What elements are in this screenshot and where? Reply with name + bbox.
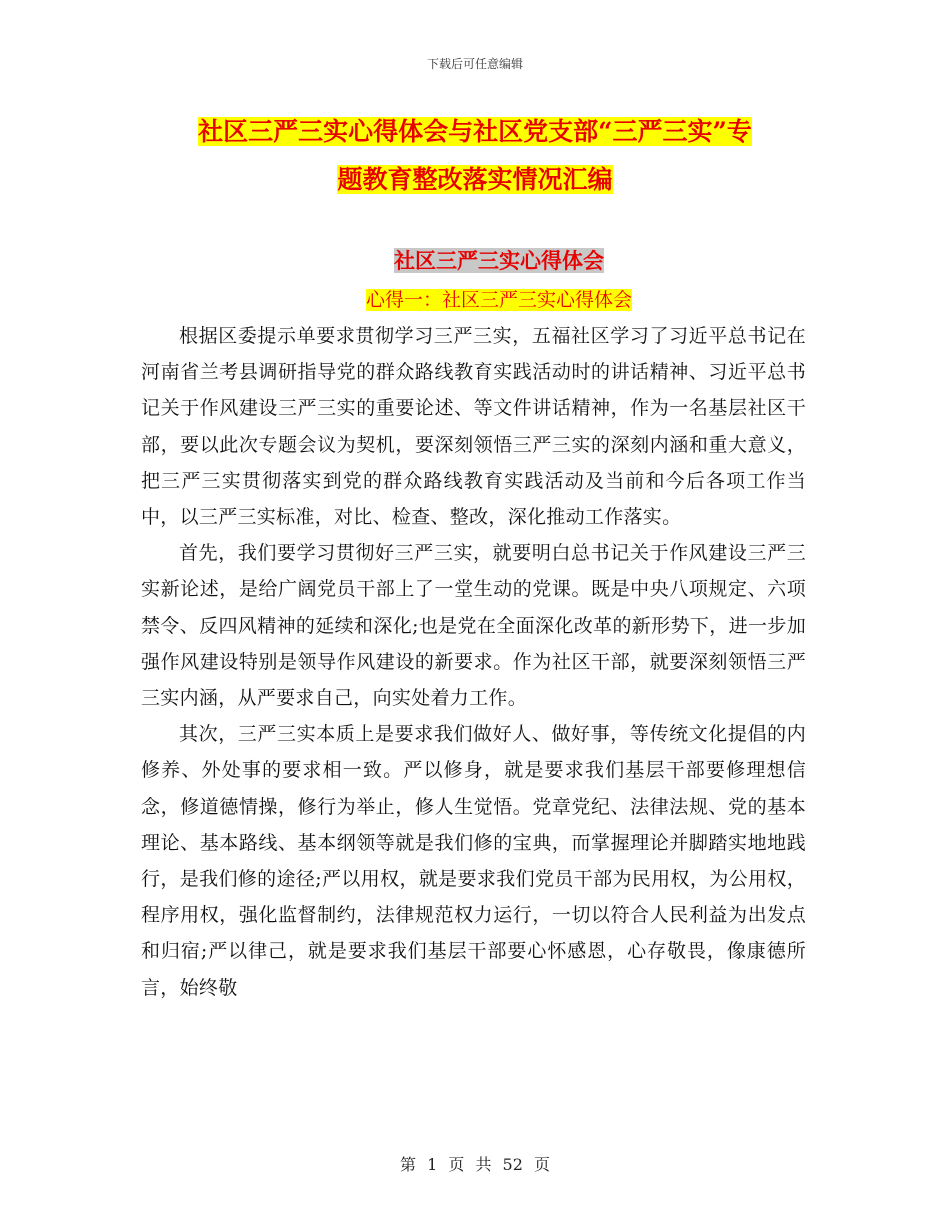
document-title [140, 108, 810, 204]
page-footer: 第 1 页 共 52 页 [400, 1155, 550, 1174]
section-title [0, 246, 950, 276]
section-title-text: 社区三严三实心得体会 [394, 248, 604, 273]
header-note: 下载后可任意编辑 [426, 57, 523, 71]
paragraph: 首先，我们要学习贯彻好三严三实，就要明白总书记关于作风建设三严三实新论述，是给广阔党员干部上了一堂生动的党课。既是中央八项规定、六项禁令、反四风精神的延续和深化;也是党在全面深化改革的新形势下，进一步加强作风建设特别是领导作风建设的新要求。作为社区干部，就要深刻领悟三严三实内涵，从严要求自己，向实处着力工作。 [141, 542, 806, 710]
body-text [141, 318, 806, 1006]
paragraph: 其次，三严三实本质上是要求我们做好人、做好事，等传统文化提倡的内修养、外处事的要求相一致。严以修身，就是要求我们基层干部要修理想信念，修道德情操，修行为举止，修人生觉悟。党章党纪、法律法规、党的基本理论、基本路线、基本纲领等就是我们修的宝典，而掌握理论并脚踏实地地践行，是我们修的途径;严以用权，就是要求我们党员干部为民用权，为公用权，程序用权，强化监督制约，法律规范权力运行，一切以符合人民利益为出发点和归宿;严以律己，就是要求我们基层干部要心怀感恩，心存敬畏，像康德所言，始终敬 [141, 723, 806, 999]
title-line-2: 题教育整改落实情况汇编 [337, 165, 613, 194]
sub-title-text: 心得一：社区三严三实心得体会 [365, 289, 632, 311]
title-line-1: 社区三严三实心得体会与社区党支部“三严三实”专 [198, 117, 752, 146]
sub-title [0, 285, 950, 315]
paragraph: 根据区委提示单要求贯彻学习三严三实，五福社区学习了习近平总书记在河南省兰考县调研指导党的群众路线教育实践活动时的讲话精神、习近平总书记关于作风建设三严三实的重要论述、等文件讲话精神，作为一名基层社区干部，要以此次专题会议为契机，要深刻领悟三严三实的深刻内涵和重大意义，把三严三实贯彻落实到党的群众路线教育实践活动及当前和今后各项工作当中，以三严三实标准，对比、检查、整改，深化推动工作落实。 [141, 325, 806, 529]
